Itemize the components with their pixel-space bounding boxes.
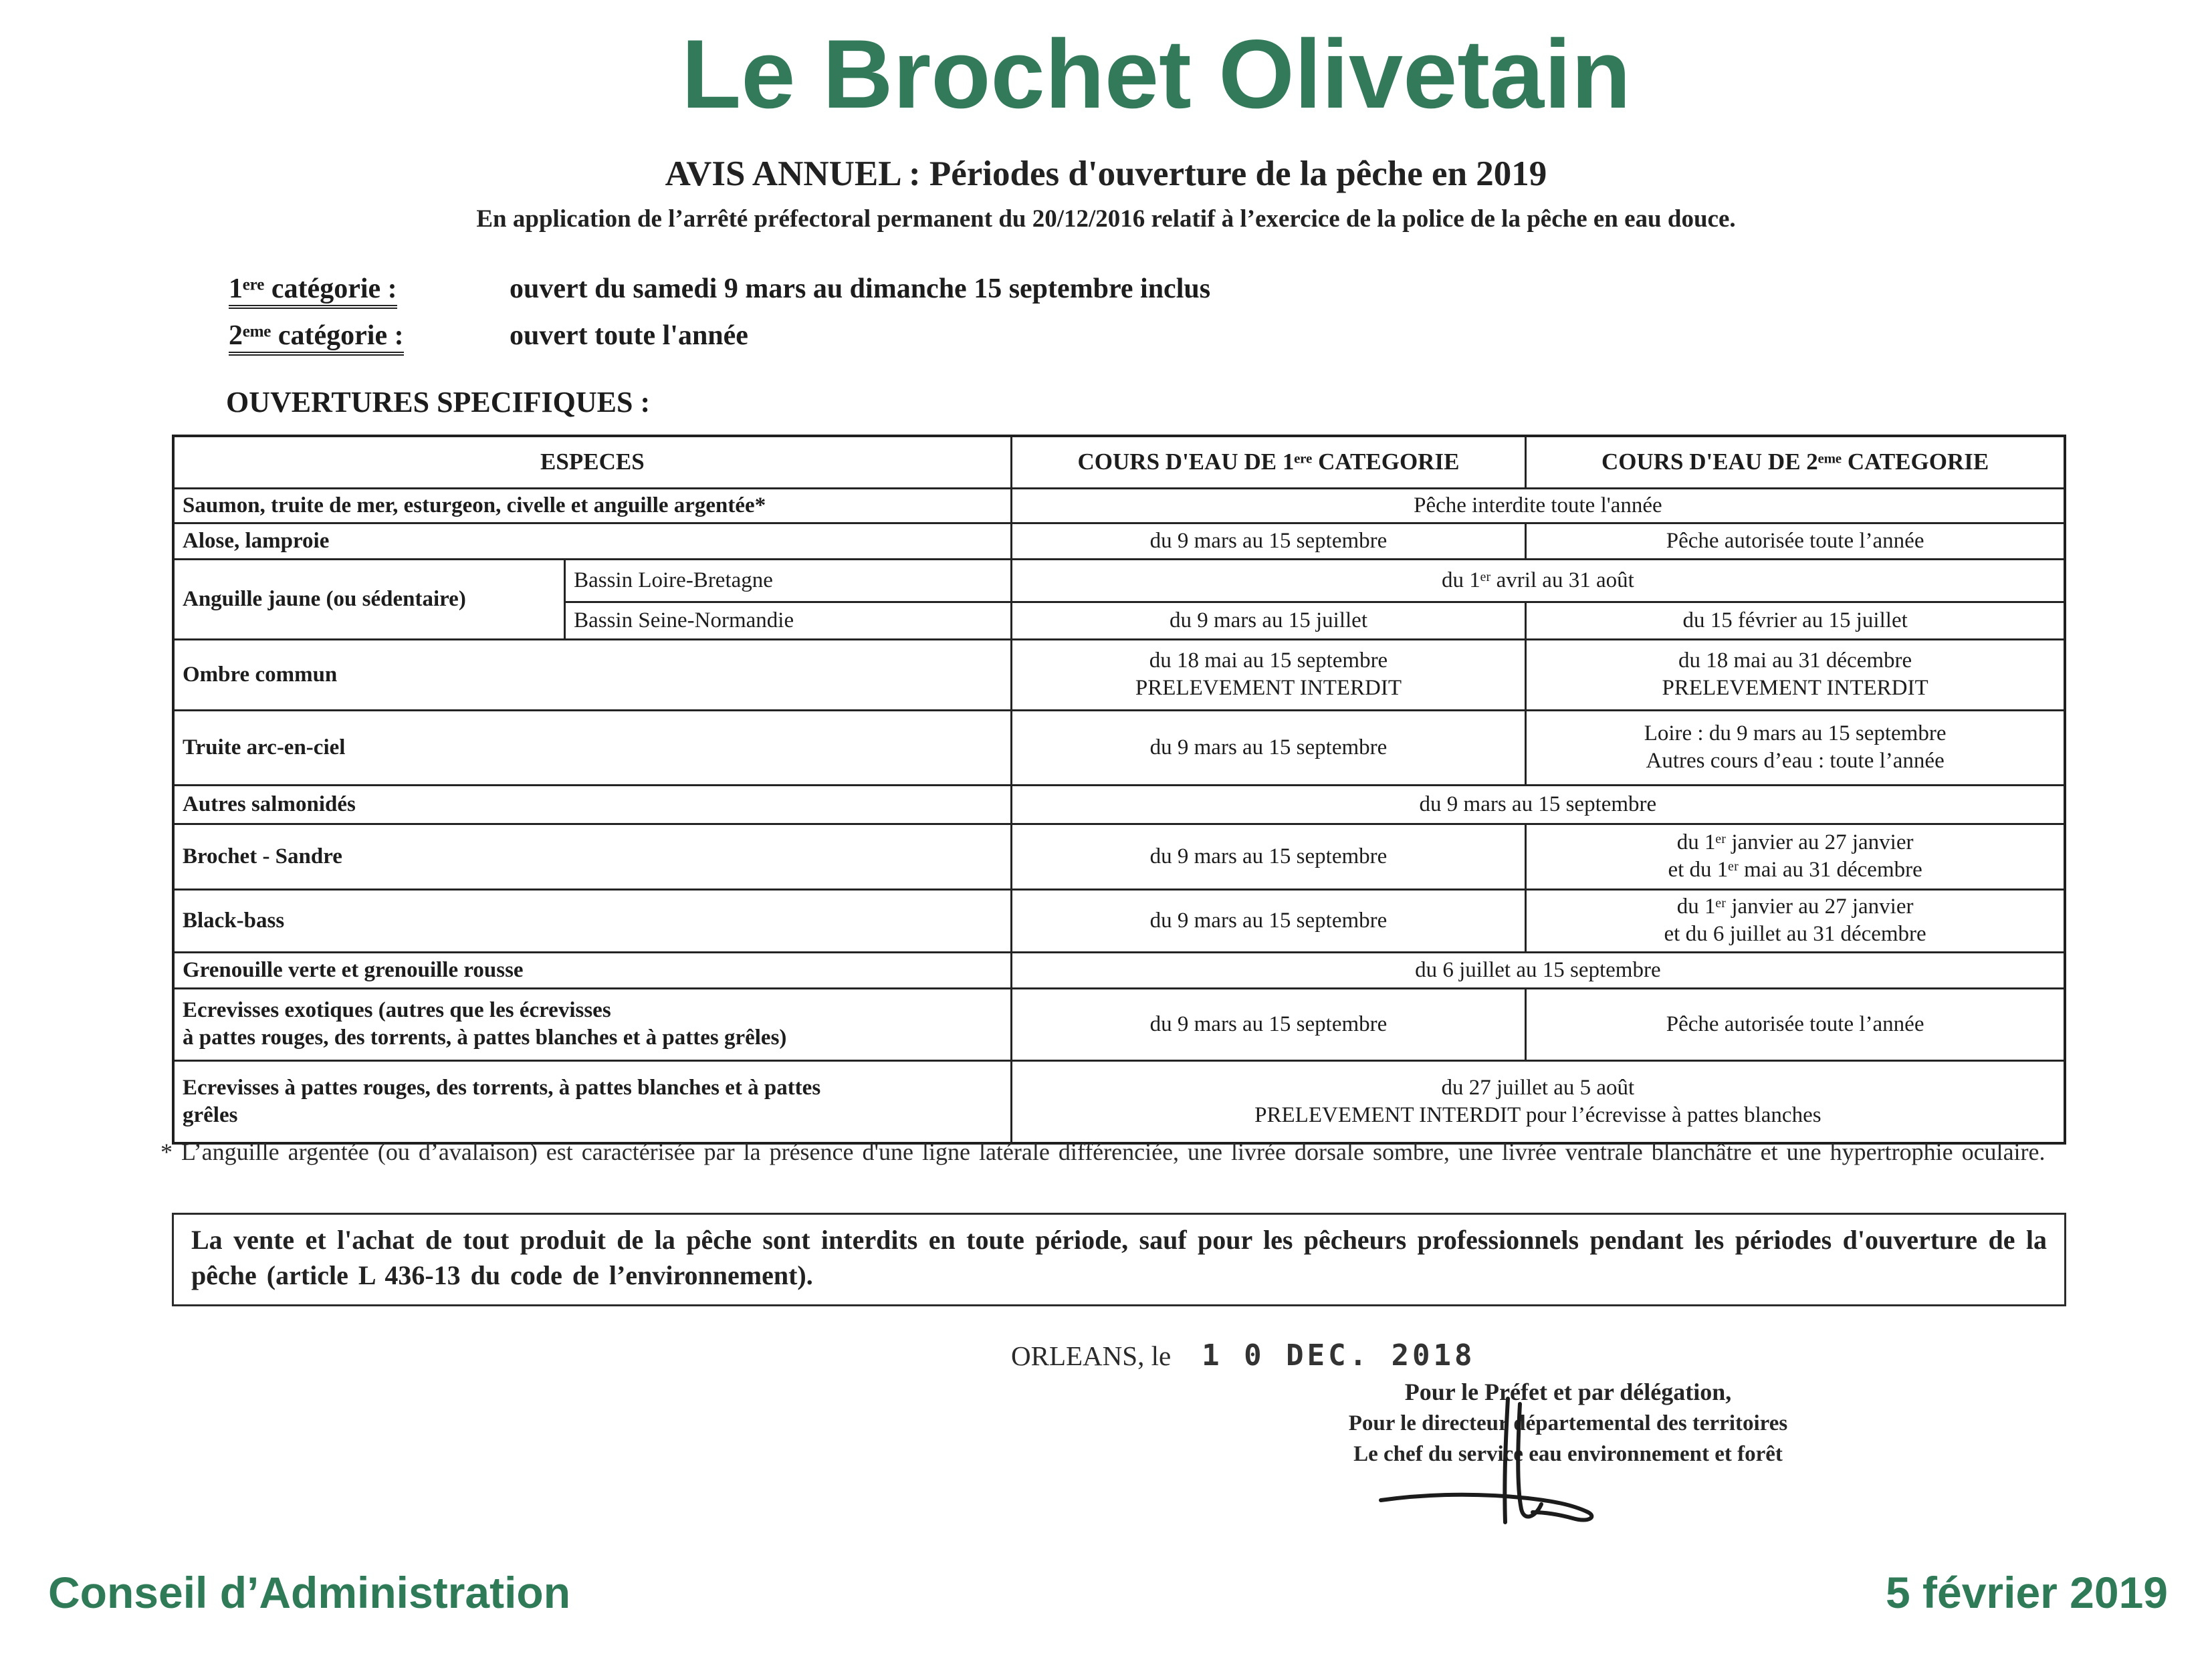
table-row-ecrevisses-exotiques: [173, 988, 2065, 1060]
page-title: Le Brochet Olivetain: [681, 19, 1631, 128]
category-2-value: ouvert toute l'année: [510, 320, 748, 351]
salmonides-species-cell: Autres salmonidés: [173, 785, 1011, 824]
notice-subheading: En application de l’arrêté préfectoral permanent du 20/12/2016 relatif à l’exercice de la police de la pêche en eau douce.: [476, 205, 1736, 233]
table-row-salmonides: [173, 785, 2065, 824]
table-header-row: [173, 436, 2065, 488]
footer-left-label: Conseil d’Administration: [48, 1568, 571, 1617]
saumon-species-cell: Saumon, truite de mer, esturgeon, civelle et anguille argentée*: [173, 488, 1011, 523]
notice-heading: AVIS ANNUEL : Périodes d'ouverture de la pêche en 2019: [665, 154, 1547, 193]
brochet-species-cell: Brochet - Sandre: [173, 824, 1011, 889]
date-line: [1011, 1338, 1476, 1373]
ecrevisses-exotiques-species-line1: Ecrevisses exotiques (autres que les écrevisses: [183, 998, 611, 1022]
signature-line-2: Pour le directeur départemental des territoires: [1348, 1411, 1788, 1435]
table-row-truite: [173, 710, 2065, 785]
grenouille-period-cell: du 6 juillet au 15 septembre: [1011, 952, 2065, 988]
species-openings-table: [172, 435, 2066, 1145]
truite-cat2-line2: Autres cours d’eau : toute l’année: [1646, 749, 1945, 774]
anguille-seine-cat2-cell: du 15 février au 15 juillet: [1526, 602, 2065, 639]
category-row-1: [229, 273, 1210, 320]
section-title: OUVERTURES SPECIFIQUES :: [226, 386, 651, 419]
blackbass-cat2-cell: [1526, 889, 2065, 952]
ombre-cat1-line1: du 18 mai au 15 septembre: [1149, 648, 1388, 673]
ecrevisses-pattes-species-line2: grêles: [183, 1103, 238, 1127]
alose-cat1-cell: du 9 mars au 15 septembre: [1011, 523, 1525, 559]
brochet-cat1-cell: du 9 mars au 15 septembre: [1011, 824, 1525, 889]
ecrevisses-pattes-period-cell: [1011, 1060, 2065, 1143]
signature-line-3: Le chef du service eau environnement et forêt: [1353, 1442, 1783, 1466]
signature-block: [1327, 1376, 1809, 1469]
anguille-footnote: * L’anguille argentée (ou d’avalaison) est caractérisée par la présence d'une ligne latérale différenciée, une livrée dorsale sombre, une livrée ventrale blanchâtre et une hypertrophie oculaire.: [160, 1139, 2045, 1165]
ombre-species-cell: Ombre commun: [173, 639, 1011, 710]
date-stamp: 1 0 DEC. 2018: [1202, 1338, 1476, 1373]
ombre-cat2-cell: [1526, 639, 2065, 710]
brochet-cat2-cell: [1526, 824, 2065, 889]
table-row-blackbass: [173, 889, 2065, 952]
alose-cat2-cell: Pêche autorisée toute l’année: [1526, 523, 2065, 559]
category-2-label: [229, 320, 510, 352]
truite-cat2-line1: Loire : du 9 mars au 15 septembre: [1644, 721, 1947, 745]
alose-species-cell: Alose, lamproie: [173, 523, 1011, 559]
ombre-cat2-line1: du 18 mai au 31 décembre: [1678, 648, 1912, 673]
ecrevisses-exotiques-cat2-cell: Pêche autorisée toute l’année: [1526, 988, 2065, 1060]
table-row-alose: [173, 523, 2065, 559]
blackbass-species-cell: Black-bass: [173, 889, 1011, 952]
header-cat2: COURS D'EAU DE 2ᵉᵐᵉ CATEGORIE: [1526, 436, 2065, 488]
truite-species-cell: Truite arc-en-ciel: [173, 710, 1011, 785]
sale-prohibition-box: La vente et l'achat de tout produit de la pêche sont interdits en toute période, sauf pour les pêcheurs professionnels pendant les périodes d'ouverture de la pêche (article L 436-13 du code de l’environnement).: [172, 1213, 2066, 1306]
ecrevisses-exotiques-species-line2: à pattes rouges, des torrents, à pattes blanches et à pattes grêles): [183, 1026, 787, 1050]
category-1-label-text: 1ᵉʳᵉ catégorie :: [229, 273, 397, 309]
ecrevisses-pattes-period-line2: PRELEVEMENT INTERDIT pour l’écrevisse à pattes blanches: [1254, 1103, 1821, 1127]
footer-right-date: 5 février 2019: [1885, 1568, 2168, 1617]
blackbass-cat2-line2: et du 6 juillet au 31 décembre: [1664, 922, 1926, 947]
anguille-species-cell: Anguille jaune (ou sédentaire): [173, 559, 565, 639]
category-1-label: [229, 273, 510, 305]
table-row-saumon: [173, 488, 2065, 523]
anguille-loire-period-cell: du 1ᵉʳ avril au 31 août: [1011, 559, 2065, 602]
saumon-period-cell: Pêche interdite toute l'année: [1011, 488, 2065, 523]
blackbass-cat2-line1: du 1ᵉʳ janvier au 27 janvier: [1676, 895, 1914, 919]
table-row-anguille-loire: [173, 559, 2065, 602]
ecrevisses-pattes-species-line1: Ecrevisses à pattes rouges, des torrents, à pattes blanches et à pattes: [183, 1075, 821, 1100]
truite-cat2-cell: [1526, 710, 2065, 785]
ecrevisses-exotiques-species-cell: [173, 988, 1011, 1060]
brochet-cat2-line2: et du 1ᵉʳ mai au 31 décembre: [1668, 858, 1922, 882]
ecrevisses-pattes-period-line1: du 27 juillet au 5 août: [1441, 1075, 1635, 1100]
place-label: ORLEANS, le: [1011, 1340, 1172, 1371]
ecrevisses-pattes-species-cell: [173, 1060, 1011, 1143]
blackbass-cat1-cell: du 9 mars au 15 septembre: [1011, 889, 1525, 952]
ombre-cat1-line2: PRELEVEMENT INTERDIT: [1135, 676, 1402, 701]
ombre-cat1-cell: [1011, 639, 1525, 710]
header-especes: ESPECES: [173, 436, 1011, 488]
category-2-label-text: 2ᵉᵐᵉ catégorie :: [229, 320, 404, 356]
category-1-value: ouvert du samedi 9 mars au dimanche 15 septembre inclus: [510, 273, 1211, 304]
anguille-bassin-loire-cell: Bassin Loire-Bretagne: [565, 559, 1012, 602]
header-cat1: COURS D'EAU DE 1ᵉʳᵉ CATEGORIE: [1011, 436, 1525, 488]
grenouille-species-cell: Grenouille verte et grenouille rousse: [173, 952, 1011, 988]
table-row-grenouille: [173, 952, 2065, 988]
salmonides-period-cell: du 9 mars au 15 septembre: [1011, 785, 2065, 824]
category-row-2: [229, 320, 1210, 366]
table-row-ombre: [173, 639, 2065, 710]
table-row-brochet: [173, 824, 2065, 889]
anguille-seine-cat1-cell: du 9 mars au 15 juillet: [1011, 602, 1525, 639]
signature-line-1: Pour le Préfet et par délégation,: [1404, 1379, 1732, 1405]
table-row-ecrevisses-pattes: [173, 1060, 2065, 1143]
category-list: [229, 273, 1210, 366]
ombre-cat2-line2: PRELEVEMENT INTERDIT: [1662, 676, 1928, 701]
truite-cat1-cell: du 9 mars au 15 septembre: [1011, 710, 1525, 785]
anguille-bassin-seine-cell: Bassin Seine-Normandie: [565, 602, 1012, 639]
ecrevisses-exotiques-cat1-cell: du 9 mars au 15 septembre: [1011, 988, 1525, 1060]
brochet-cat2-line1: du 1ᵉʳ janvier au 27 janvier: [1676, 830, 1914, 854]
